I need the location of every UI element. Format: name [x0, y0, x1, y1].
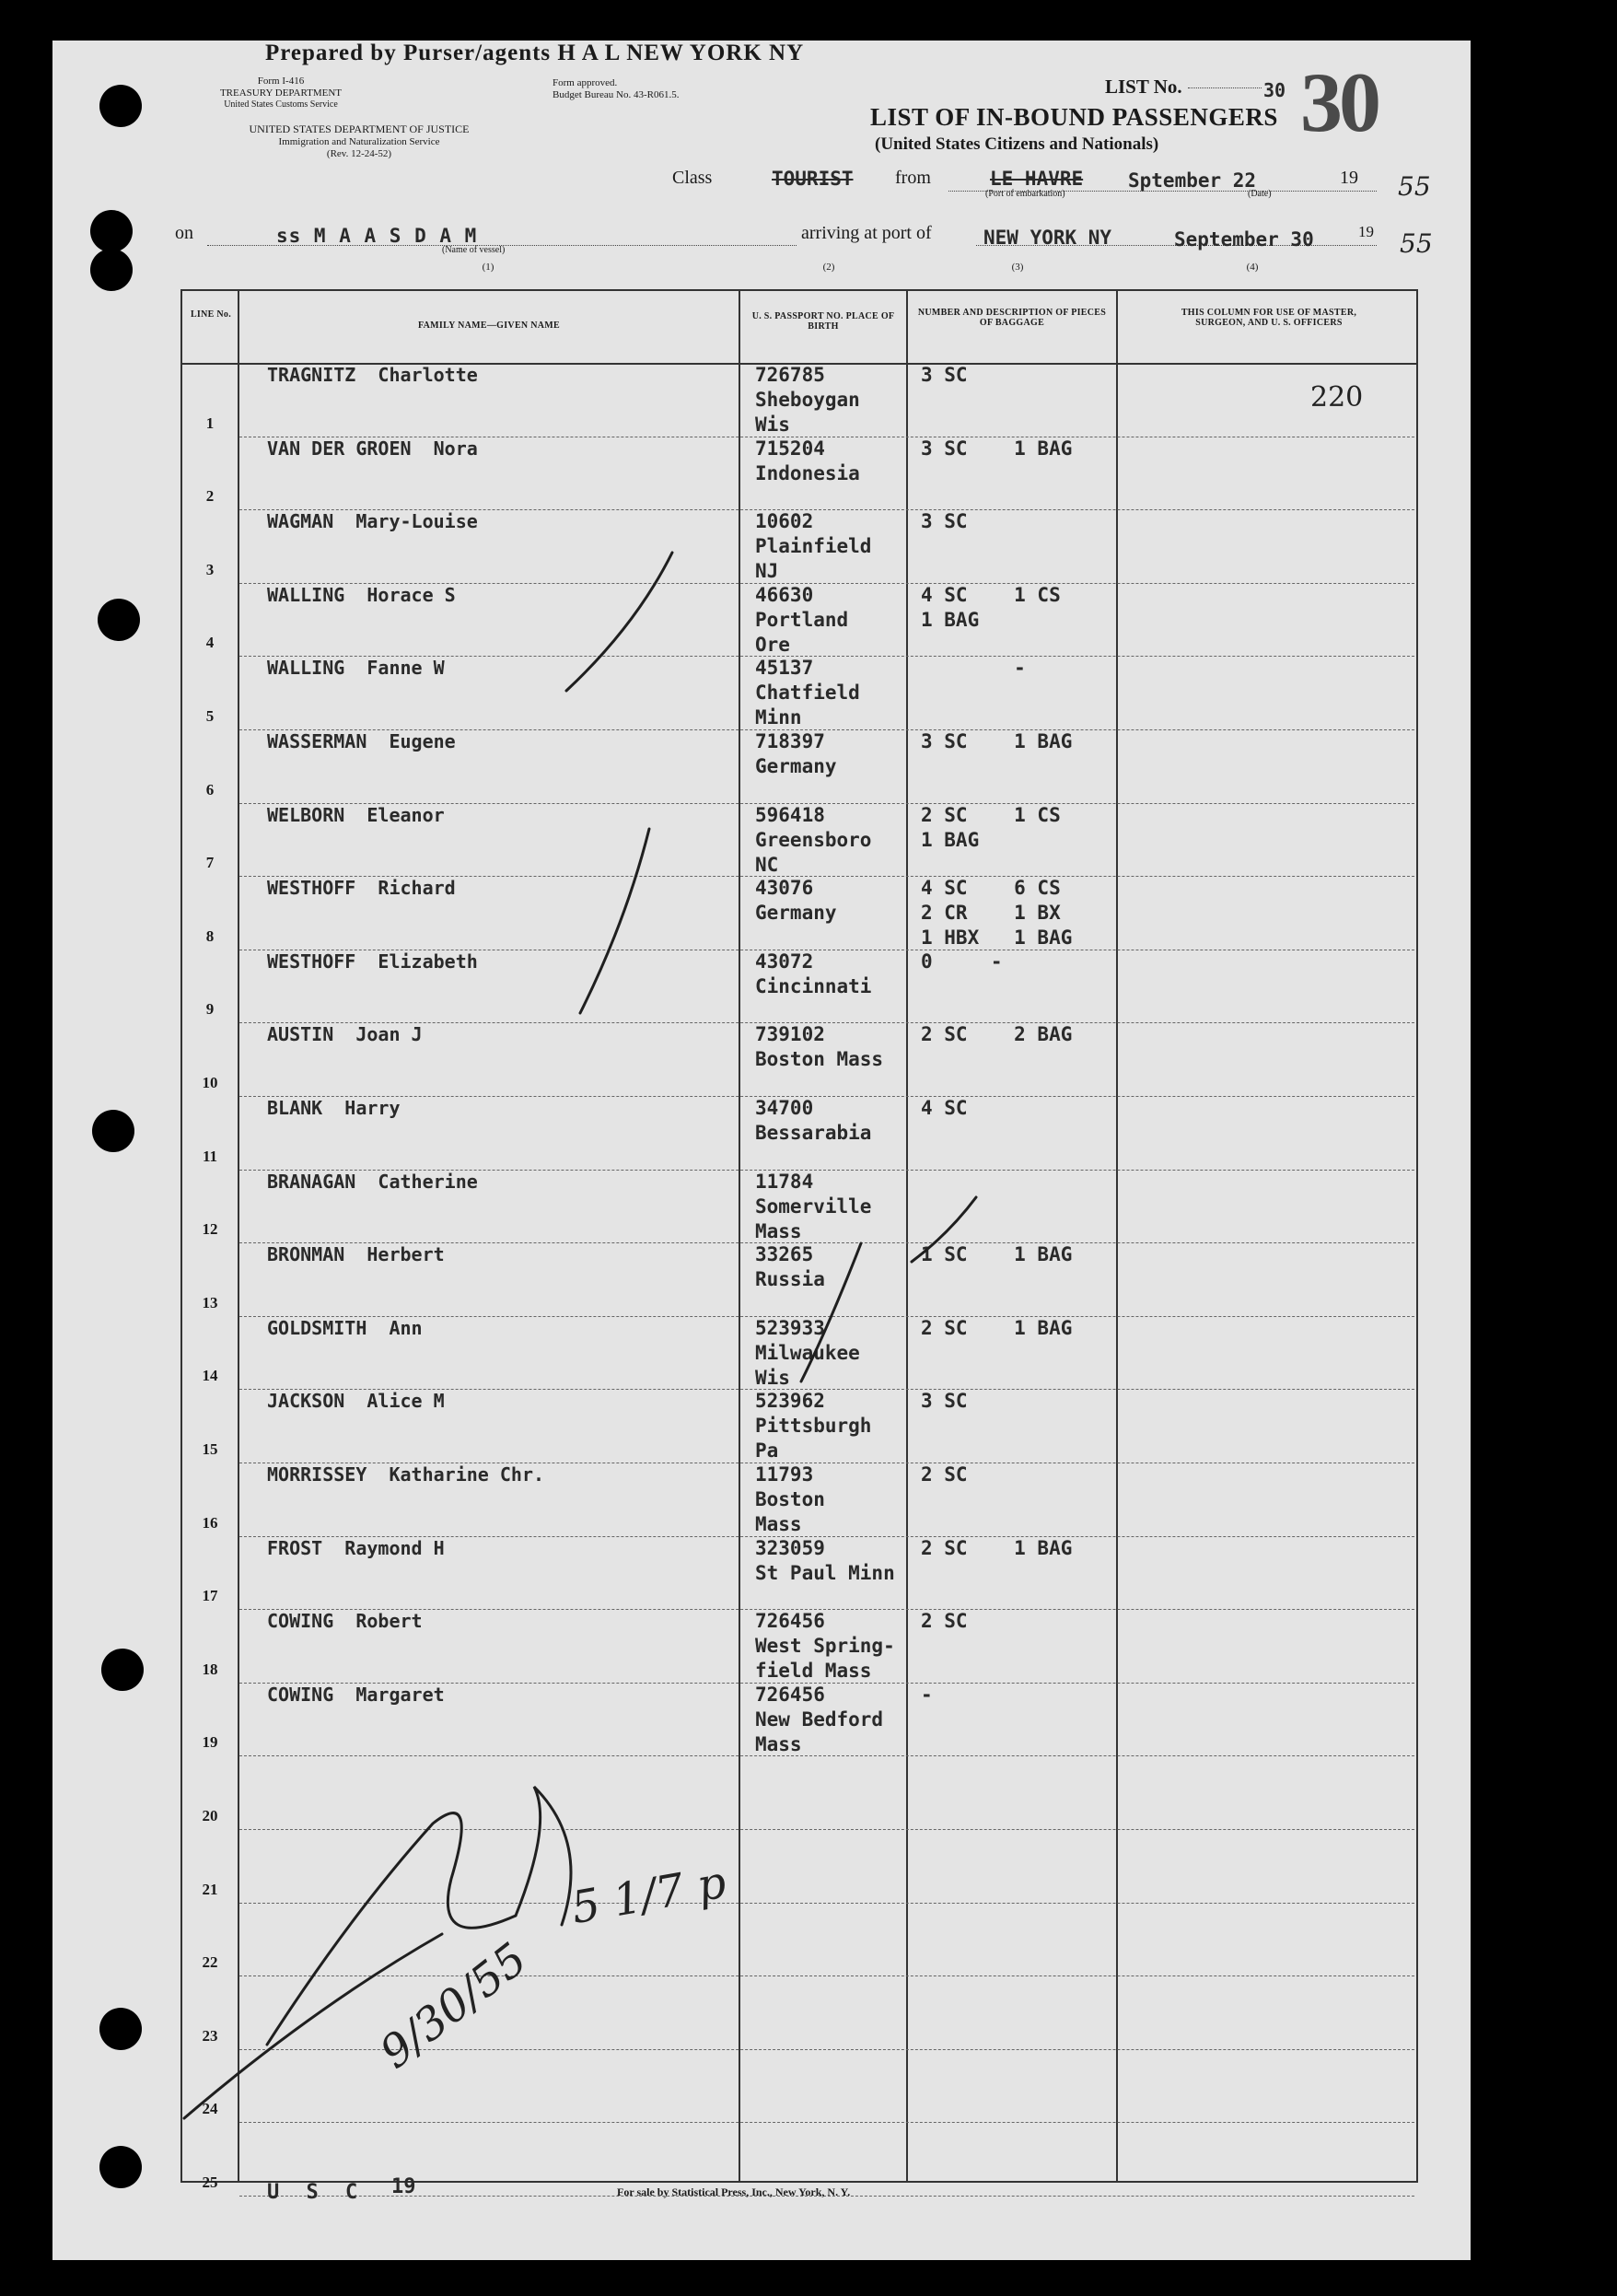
baggage-description: 3 SC — [921, 1390, 968, 1413]
line-number: 12 — [202, 1220, 218, 1239]
line-number: 18 — [202, 1660, 218, 1678]
form-approved: Form approved. — [553, 77, 618, 88]
passenger-name: GOLDSMITH Ann — [267, 1316, 423, 1339]
passport-place-of-birth: 596418 Greensboro NC — [755, 803, 872, 876]
baggage-description: 2 SC — [921, 1463, 968, 1486]
line-number: 6 — [205, 780, 215, 798]
baggage-description: 2 SC 1 CS 1 BAG — [921, 803, 1061, 851]
line-number: 7 — [205, 854, 215, 872]
passport-place-of-birth: 739102 Boston Mass — [755, 1023, 884, 1071]
passenger-name: JACKSON Alice M — [267, 1390, 445, 1413]
passport-place-of-birth: 10602 Plainfield NJ — [755, 510, 872, 583]
passport-place-of-birth: 718397 Germany — [755, 730, 837, 777]
date-caption: (Date) — [1248, 189, 1272, 199]
baggage-description: 0 - — [921, 950, 1003, 973]
line-number: 2 — [205, 487, 215, 506]
from-label: from — [895, 168, 931, 188]
passenger-name: WESTHOFF Richard — [267, 877, 456, 900]
baggage-description: 2 SC — [921, 1610, 968, 1633]
line-number: 20 — [202, 1807, 218, 1824]
customs-service: United States Customs Service — [224, 99, 338, 110]
footer-number: 19 — [391, 2175, 416, 2198]
line-number: 3 — [205, 560, 215, 578]
passport-place-of-birth: 46630 Portland Ore — [755, 583, 849, 656]
class-value: TOURIST — [772, 168, 854, 190]
form-revision: (Rev. 12-24-52) — [326, 148, 392, 159]
col-number-4: (4) — [1246, 262, 1259, 273]
col-number-1: (1) — [482, 262, 494, 273]
passenger-name: MORRISSEY Katharine Chr. — [267, 1463, 545, 1486]
header-baggage: NUMBER AND DESCRIPTION OF PIECES OF BAGGAGE — [917, 308, 1107, 328]
line-number: 24 — [202, 2100, 218, 2118]
line-number: 9 — [205, 1000, 215, 1019]
passenger-name: WESTHOFF Elizabeth — [267, 950, 478, 973]
passenger-name: TRAGNITZ Charlotte — [267, 364, 478, 386]
ins: Immigration and Naturalization Service — [278, 136, 440, 147]
pen-stroke — [566, 553, 672, 691]
class-label: Class — [672, 168, 713, 188]
passport-place-of-birth: 43076 Germany — [755, 877, 837, 925]
prepared-by-line: Prepared by Purser/agents H A L NEW YORK NY — [265, 41, 805, 65]
line-number: 10 — [202, 1074, 218, 1091]
line-number: 23 — [202, 2026, 218, 2045]
passport-place-of-birth: 726456 West Spring- field Mass — [755, 1610, 895, 1683]
header-line-no: LINE No. — [190, 309, 232, 320]
baggage-description: 2 SC 2 BAG — [921, 1023, 1073, 1046]
passport-place-of-birth: 11793 Boston Mass — [755, 1463, 825, 1535]
arrival-year-handwritten: 55 — [1400, 228, 1433, 259]
baggage-description: 3 SC — [921, 510, 968, 533]
pen-stroke — [912, 1197, 976, 1262]
arrival-year-printed: 19 — [1358, 223, 1374, 240]
passport-place-of-birth: 323059 St Paul Minn — [755, 1536, 895, 1584]
baggage-description: - — [921, 657, 1026, 680]
vessel-name: ss M A A S D A M — [276, 225, 478, 247]
officer-note: 220 — [1310, 381, 1364, 414]
list-no-label: LIST No. — [1105, 76, 1182, 98]
pen-stroke — [580, 829, 649, 1013]
passport-place-of-birth: 33265 Russia — [755, 1243, 825, 1291]
list-no-typed: 30 — [1263, 79, 1286, 101]
vessel-caption: (Name of vessel) — [442, 245, 506, 255]
footer-sale: For sale by Statistical Press, Inc., New York, N. Y. — [617, 2185, 851, 2198]
passenger-name: BLANK Harry — [267, 1097, 401, 1119]
baggage-description: 4 SC — [921, 1097, 968, 1119]
form-number: Form I-416 — [257, 76, 305, 87]
col-number-3: (3) — [1011, 262, 1024, 273]
arrival-date: September 30 — [1174, 228, 1314, 251]
justice-dept: UNITED STATES DEPARTMENT OF JUSTICE — [249, 122, 470, 135]
pen-stroke — [801, 1243, 861, 1381]
passenger-name: COWING Margaret — [267, 1683, 445, 1706]
port-of-embarkation: LE HAVRE — [990, 168, 1084, 190]
passenger-name: BRANAGAN Catherine — [267, 1170, 478, 1193]
col-number-2: (2) — [822, 262, 835, 273]
line-number: 14 — [202, 1367, 218, 1385]
passenger-name: COWING Robert — [267, 1610, 423, 1633]
embark-caption: (Port of embarkation) — [985, 189, 1065, 199]
line-number: 21 — [202, 1880, 218, 1898]
signature-stroke — [516, 1787, 571, 1925]
arrival-port: NEW YORK NY — [983, 227, 1112, 249]
handwritten-note: 5 1/7 p — [567, 1856, 730, 1935]
passport-place-of-birth: 726456 New Bedford Mass — [755, 1683, 884, 1755]
passenger-name: FROST Raymond H — [267, 1536, 445, 1559]
baggage-description: 4 SC 1 CS 1 BAG — [921, 583, 1061, 631]
passenger-name: BRONMAN Herbert — [267, 1243, 445, 1266]
on-label: on — [175, 223, 193, 243]
budget-bureau: Budget Bureau No. 43-R061.5. — [553, 89, 680, 100]
passenger-name: WALLING Fanne W — [267, 657, 445, 680]
line-number: 15 — [202, 1440, 218, 1458]
handwritten-date: 9/30/55 — [370, 1932, 537, 2080]
header-officers: THIS COLUMN FOR USE OF MASTER, SURGEON, AND U. S. OFFICERS — [1181, 308, 1357, 328]
form-subtitle: (United States Citizens and Nationals) — [875, 134, 1159, 154]
passport-place-of-birth: 34700 Bessarabia — [755, 1097, 872, 1144]
passport-place-of-birth: 715204 Indonesia — [755, 437, 860, 484]
line-number: 13 — [202, 1293, 218, 1311]
header-passport: U. S. PASSPORT NO. PLACE OF BIRTH — [751, 311, 895, 332]
line-number: 8 — [205, 927, 215, 945]
passenger-name: WASSERMAN Eugene — [267, 730, 456, 752]
passport-place-of-birth: 523933 Milwaukee Wis — [755, 1316, 860, 1389]
passport-place-of-birth: 45137 Chatfield Minn — [755, 657, 860, 729]
passenger-name: WELBORN Eleanor — [267, 803, 445, 826]
baggage-description: 2 SC 1 BAG — [921, 1536, 1073, 1559]
baggage-description: 1 SC 1 BAG — [921, 1243, 1073, 1266]
baggage-description: - — [921, 1683, 933, 1706]
passenger-name: AUSTIN Joan J — [267, 1023, 423, 1046]
baggage-description: 4 SC 6 CS 2 CR 1 BX 1 HBX 1 BAG — [921, 877, 1073, 950]
arriving-label: arriving at port of — [801, 223, 932, 243]
line-number: 19 — [202, 1733, 218, 1752]
line-number: 22 — [202, 1953, 218, 1972]
baggage-description: 3 SC 1 BAG — [921, 437, 1073, 460]
list-no-stamp: 30 — [1300, 55, 1378, 149]
line-number: 16 — [202, 1513, 218, 1532]
departure-date: Sptember 22 — [1128, 169, 1257, 192]
passport-place-of-birth: 726785 Sheboygan Wis — [755, 364, 860, 436]
year-printed: 19 — [1340, 168, 1358, 188]
line-number: 17 — [202, 1587, 218, 1605]
year-handwritten: 55 — [1398, 171, 1431, 202]
passport-place-of-birth: 43072 Cincinnati — [755, 950, 872, 997]
line-number: 25 — [202, 2174, 218, 2191]
baggage-description: 2 SC 1 BAG — [921, 1316, 1073, 1339]
line-number: 4 — [205, 634, 215, 652]
line-number: 5 — [205, 707, 215, 725]
passenger-name: WAGMAN Mary-Louise — [267, 510, 478, 533]
line-number: 11 — [202, 1147, 218, 1165]
passport-place-of-birth: 11784 Somerville Mass — [755, 1170, 872, 1242]
passenger-name: WALLING Horace S — [267, 583, 456, 606]
line-number: 1 — [205, 414, 215, 432]
passport-place-of-birth: 523962 Pittsburgh Pa — [755, 1390, 872, 1463]
treasury-dept: TREASURY DEPARTMENT — [219, 87, 343, 99]
form-title: LIST OF IN-BOUND PASSENGERS — [870, 103, 1278, 131]
passenger-name: VAN DER GROEN Nora — [267, 437, 478, 460]
baggage-description: 3 SC 1 BAG — [921, 730, 1073, 752]
header-name: FAMILY NAME—GIVEN NAME — [417, 321, 560, 331]
baggage-description: 3 SC — [921, 364, 968, 386]
footer-code: U S C — [267, 2181, 366, 2204]
